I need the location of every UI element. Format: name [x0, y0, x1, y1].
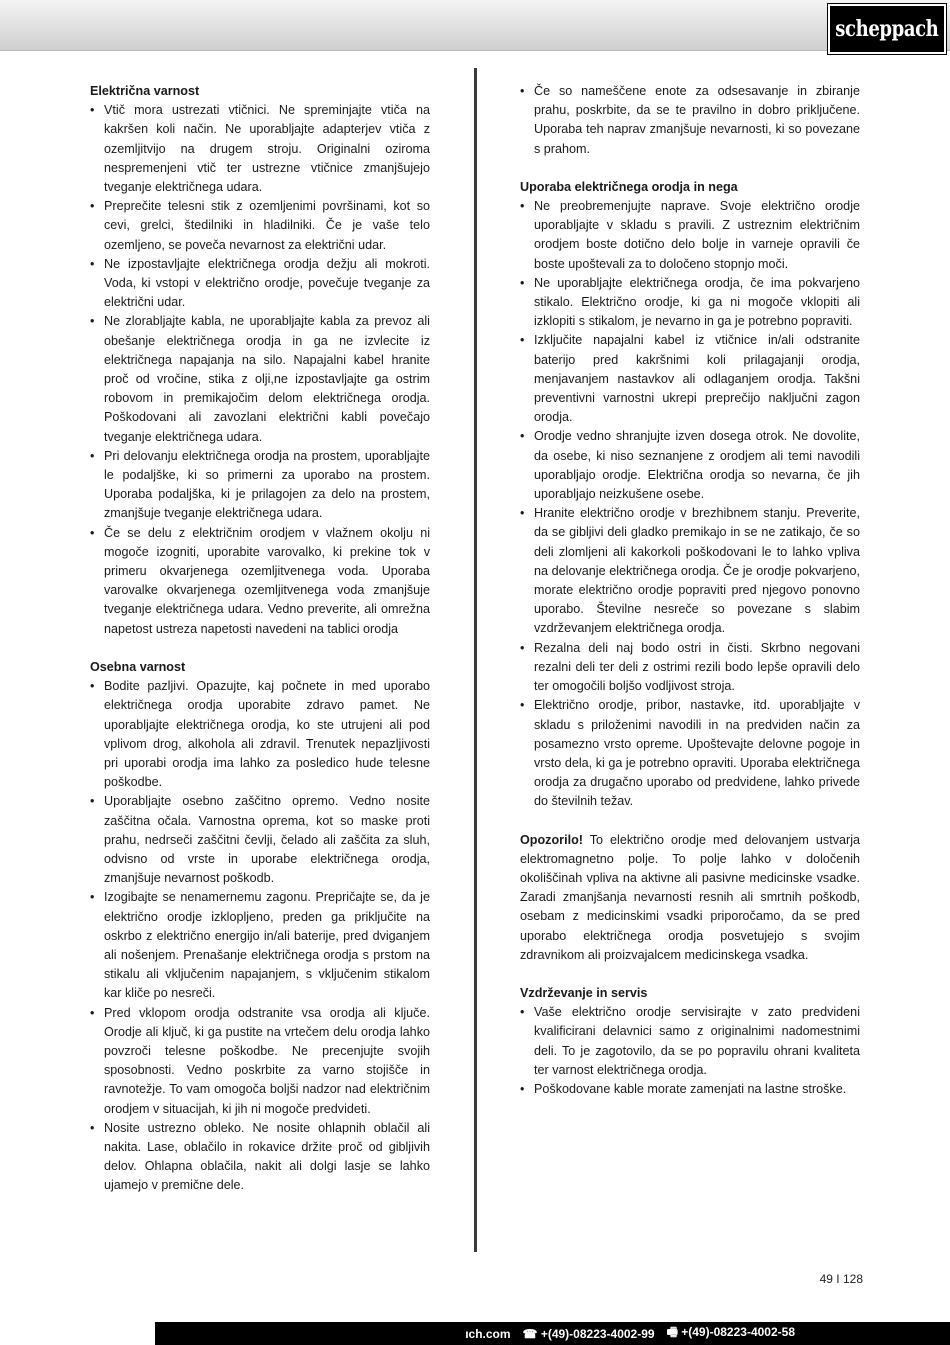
list-item: • Ne zlorabljajte kabla, ne uporabljajte kabla za prevoz ali obešanje električnega orodja in ga ne izvlecite iz električnega napajanja na silo. Napajalni kabel hranite proč od vročine, stika z olji,ne izpostavljajte ga ostrim robovom in premikajočim delom električnega orodja. Poškodovani ali zavozlani električni kabli povečajo tveganje električnega udara.	[90, 312, 430, 446]
list-item: • Nosite ustrezno obleko. Ne nosite ohlapnih oblačil ali nakita. Lase, oblačilo in rokavice držite proč od gibljivih delov. Ohlapna oblačila, nakit ali dolgi lasje se lahko ujamejo v premične dele.	[90, 1119, 430, 1196]
bullet-list	[520, 82, 860, 159]
section-dust-extraction	[520, 82, 860, 159]
section-maintenance-service	[520, 984, 860, 1099]
list-item: • Izključite napajalni kabel iz vtičnice in/ali odstranite baterijo pred kakršnimi koli prilagajanji orodja, menjavanjem nastavkov ali odlaganjem orodja. Takšni preventivni varnostni ukrepi preprečijo naključni zagon orodja.	[520, 331, 860, 427]
list-item: • Pri delovanju električnega orodja na prostem, uporabljajte le podaljške, ki so primerni za uporabo na prostem. Uporaba podaljška, ki je prilagojen za delo na prostem, zmanjšuje tveganje električnega udara.	[90, 447, 430, 524]
footer-bar	[155, 1322, 950, 1345]
section-title: Električna varnost	[90, 84, 200, 98]
footer-website: ıch.com	[465, 1326, 511, 1341]
logo-text: scheppach	[835, 16, 939, 42]
bullet-list	[520, 197, 860, 812]
brand-logo	[828, 4, 946, 54]
right-column	[520, 82, 860, 1118]
list-item: • Poškodovane kable morate zamenjati na lastne stroške.	[520, 1080, 860, 1099]
list-item: • Uporabljajte osebno zaščitno opremo. Vedno nosite zaščitna očala. Varnostna oprema, kot so maske proti prahu, nedrseči zaščitni čevlji, čelado ali zaščita za sluh, odvisno od vrste in uporabe električnega orodja, zmanjšuje nevarnost poškodb.	[90, 792, 430, 888]
bullet-list	[520, 1003, 860, 1099]
list-item: • Bodite pazljivi. Opazujte, kaj počnete in med uporabo električnega orodja uporabite zdravo pamet. Ne uporabljajte električnega orodja, ko ste utrujeni ali pod vplivom drog, alkohola ali zdravil. Trenutek nepazljivosti pri uporabi orodja ima lahko za posledico hude telesne poškodbe.	[90, 677, 430, 792]
warning-text: To električno orodje med delovanjem ustvarja elektromagnetno polje. To polje lahko v določenih okoliščinah vpliva na aktivne ali pasivne medicinske vsadke. Zaradi zmanjšanja nevarnosti resnih ali smrtnih poškodb, osebam z medicinskimi vsadki priporočamo, da se pred uporabo električnega orodja posvetujejo s svojim zdravnikom ali proizvajalcem medicinskega vsadka.	[520, 832, 860, 962]
list-item: • Električno orodje, pribor, nastavke, itd. uporabljajte v skladu s priloženimi navodili in na predviden način za posamezno vrsto opreme. Upoštevajte delovne pogoje in vrsto dela, ki ga je potrebno opraviti. Uporaba električnega orodja za drugačno uporabo od predvidene, lahko privede do številnih težav.	[520, 696, 860, 811]
list-item: • Če se delu z električnim orodjem v vlažnem okolju ni mogoče izogniti, uporabite varovalko, ki prekine tok v primeru okvarjenega ozemljitvenega voda. Uporaba varovalke okvarjenega ozemljitvenega voda zmanjšuje tveganje električnega udara. Vedno preverite, ali omrežna napetost ustreza napetosti navedeni na tablici orodja	[90, 524, 430, 639]
warning-label: Opozorilo!	[520, 832, 583, 847]
list-item: • Vaše električno orodje servisirajte v zato predvideni kvalificirani delavnici samo z originalnimi nadomestnimi deli. To je zagotovilo, da se po popravilu ohrani kvaliteta ter varnost električnega orodja.	[520, 1003, 860, 1080]
list-item: • Izogibajte se nenamernemu zagonu. Prepričajte se, da je električno orodje izklopljeno, preden ga priključite na oskrbo z električno energijo in/ali baterije, pred dviganjem ali nošenjem. Prenašanje električnega orodja s prstom na stikalu ali vključenim napajanjem, s vključenim stikalom kar kliče po nesreči.	[90, 888, 430, 1003]
list-item: • Vtič mora ustrezati vtičnici. Ne spreminjajte vtiča na kakršen koli način. Ne uporabljajte adapterjev vtiča z ozemljitvijo na drugem stroju. Originalni oziroma nespremenjeni vtič ter ustrezne vtičnice zmanjšujejo tveganje električnega udara.	[90, 101, 430, 197]
list-item: • Hranite električno orodje v brezhibnem stanju. Preverite, da se gibljivi deli gladko premikajo in se ne zatikajo, če so deli zlomljeni ali kakorkoli poškodovani le to lahko vpliva na delovanje električnega orodja. Če je orodje pokvarjeno, morate električno orodje popraviti pred njegovo ponovno uporabo. Številne nesreče so povezane s slabim vzdrževanjem električnega orodja.	[520, 504, 860, 638]
list-item: • Preprečite telesni stik z ozemljenimi površinami, kot so cevi, grelci, štedilniki in hladilniki. Če je vaše telo ozemljeno, se poveča nevarnost za električni udar.	[90, 197, 430, 255]
page-number: 49 I 128	[819, 1272, 863, 1286]
section-title: Vzdrževanje in servis	[520, 985, 648, 1000]
list-item: • Ne izpostavljajte električnega orodja dežju ali mokroti. Voda, ki vstopi v električno orodje, povečuje tveganje za električni udar.	[90, 255, 430, 313]
section-title: Osebna varnost	[90, 659, 186, 674]
footer-fax: 🖷 +(49)-08223-4002-58	[666, 1325, 795, 1339]
warning-paragraph	[520, 831, 860, 965]
section-personal-safety	[90, 658, 430, 1196]
bullet-list	[90, 101, 430, 639]
header-bar	[0, 0, 950, 51]
column-divider	[474, 68, 477, 1252]
list-item: • Ne uporabljajte električnega orodja, če ima pokvarjeno stikalo. Električno orodje, ki ga ni mogoče vklopiti ali izklopiti s stikalom, je nevarno in ga je potrebno popraviti.	[520, 274, 860, 332]
left-column	[90, 82, 430, 1215]
list-item: • Orodje vedno shranjujte izven dosega otrok. Ne dovolite, da osebe, ki niso seznanjene z orodjem ali temi navodili uporabljajo orodje. Električna orodja so nevarna, če jih uporabljajo neizkušene osebe.	[520, 427, 860, 504]
bullet-list	[90, 677, 430, 1195]
list-item: • Če so nameščene enote za odsesavanje in zbiranje prahu, poskrbite, da se te pravilno in dobro priključene. Uporaba teh naprav zmanjšuje nevarnosti, ki so povezane s prahom.	[520, 82, 860, 159]
section-title: Uporaba električnega orodja in nega	[520, 179, 738, 194]
list-item: • Pred vklopom orodja odstranite vsa orodja ali ključe. Orodje ali ključ, ki ga pustite na vrtečem delu orodja lahko povzroči telesne poškodbe. Ne precenjujte svojih sposobnosti. Vedno poskrbite za varno stojišče in ravnotežje. To vam omogoča boljši nadzor nad električnim orodjem v situacijah, ki jih ni mogoče predvideti.	[90, 1004, 430, 1119]
section-tool-use-care	[520, 178, 860, 812]
list-item: • Ne preobremenjujte naprave. Svoje električno orodje uporabljajte v skladu s pravili. Z ustreznim električnim orodjem boste dotično delo bolje in varneje opravili če boste upoštevali za to določeno stopnjo moči.	[520, 197, 860, 274]
section-electrical-safety	[90, 82, 430, 639]
footer-phone: ☎ +(49)-08223-4002-99	[522, 1326, 655, 1341]
list-item: • Rezalna deli naj bodo ostri in čisti. Skrbno negovani rezalni deli ter deli z ostrimi rezili bodo lepše opravili delo ter omogočili boljšo vodljivost stroja.	[520, 639, 860, 697]
